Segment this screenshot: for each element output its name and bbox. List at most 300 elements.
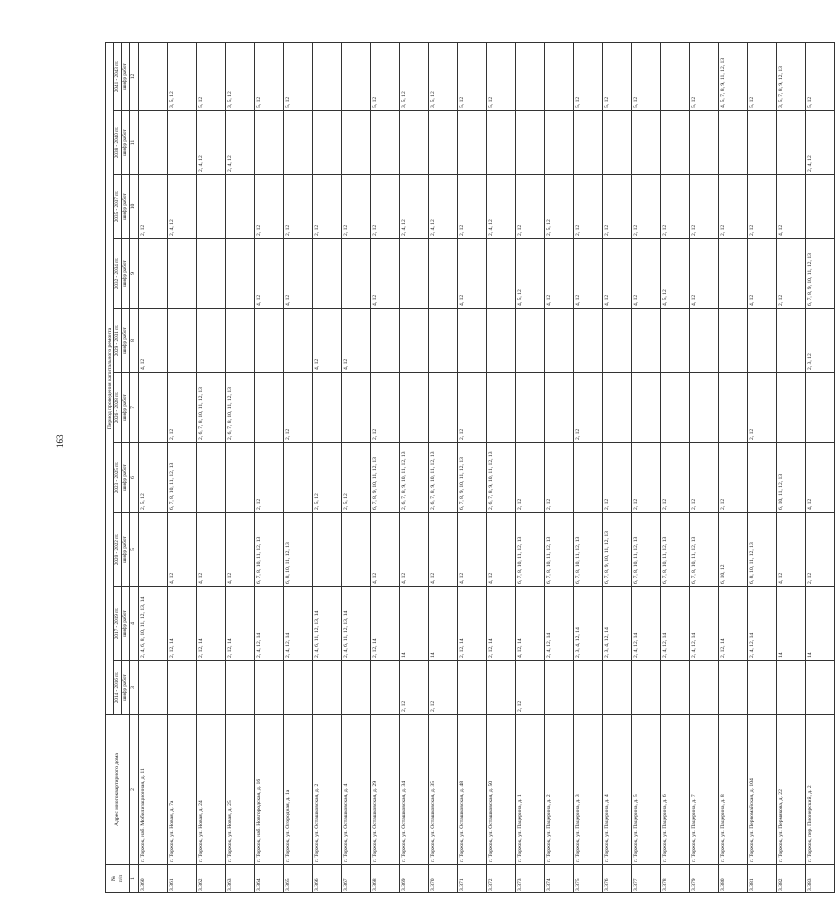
column-number: 2 <box>130 715 139 865</box>
work-codes-cell <box>400 309 429 373</box>
header-period-years: 2041 - 2043 гг. <box>114 43 122 111</box>
row-number: 3.374 <box>545 865 574 893</box>
work-codes-cell: 2, 12 <box>342 175 371 239</box>
header-period-years: 2026 - 2028 гг. <box>114 373 122 443</box>
work-codes-cell <box>313 239 342 309</box>
row-address: г. Торжок, ул. Новая, д. 24 <box>197 715 226 865</box>
work-codes-cell <box>487 373 516 443</box>
header-period-sub: шифр работ <box>122 111 130 175</box>
work-codes-cell: 2, 12 <box>458 373 487 443</box>
work-codes-cell <box>226 661 255 715</box>
column-number: 4 <box>130 587 139 661</box>
table-row <box>342 43 371 893</box>
work-codes-cell: 4, 12 <box>429 513 458 587</box>
work-codes-cell <box>661 43 690 111</box>
work-codes-cell <box>429 309 458 373</box>
work-codes-cell <box>197 239 226 309</box>
work-codes-cell: 2, 12, 14 <box>168 587 197 661</box>
work-codes-cell: 2, 12, 14 <box>197 587 226 661</box>
work-codes-cell <box>168 239 197 309</box>
row-number: 3.372 <box>487 865 516 893</box>
table-row <box>429 43 458 893</box>
work-codes-cell <box>719 239 748 309</box>
work-codes-cell: 6, 7, 8, 10, 11, 12, 13 <box>545 513 574 587</box>
row-number: 3.378 <box>661 865 690 893</box>
work-codes-cell <box>342 239 371 309</box>
work-codes-cell: 6, 10, 12 <box>719 513 748 587</box>
row-number: 3.368 <box>371 865 400 893</box>
work-codes-cell <box>574 443 603 513</box>
row-address: г. Торжок, ул. Осташковская, д. 50 <box>487 715 516 865</box>
column-number: 12 <box>130 43 139 111</box>
work-codes-cell: 3, 5, 12 <box>168 43 197 111</box>
work-codes-cell: 2, 4, 12, 14 <box>284 587 313 661</box>
work-codes-cell <box>168 661 197 715</box>
work-codes-cell <box>806 373 835 443</box>
row-address: г. Торжок, пер. Пионерский, д. 2 <box>806 715 835 865</box>
work-codes-cell: 2, 3, 12 <box>806 309 835 373</box>
work-codes-cell <box>574 309 603 373</box>
work-codes-cell <box>632 373 661 443</box>
row-number: 3.375 <box>574 865 603 893</box>
work-codes-cell <box>313 373 342 443</box>
work-codes-cell: 5, 12 <box>806 43 835 111</box>
work-codes-cell: 2, 5, 12 <box>342 443 371 513</box>
work-codes-cell: 2, 4, 12, 14 <box>748 587 777 661</box>
work-codes-cell: 2, 5, 12 <box>313 443 342 513</box>
header-period-years: 2020 - 2022 гг. <box>114 513 122 587</box>
work-codes-cell: 4, 12 <box>806 443 835 513</box>
table-row <box>690 43 719 893</box>
work-codes-cell <box>719 111 748 175</box>
work-codes-cell: 5, 12 <box>284 43 313 111</box>
row-address: г. Торжок, наб. Мобилизационная, д. 11 <box>139 715 168 865</box>
row-address: г. Торжок, ул. Осташковская, д. 4 <box>342 715 371 865</box>
work-codes-cell: 2, 4, 12 <box>168 175 197 239</box>
work-codes-cell: 2, 4, 12, 14 <box>632 587 661 661</box>
work-codes-cell: 4, 12 <box>400 513 429 587</box>
work-codes-cell: 2, 6, 7, 8, 10, 11, 12, 13 <box>226 373 255 443</box>
work-codes-cell: 4, 12 <box>313 309 342 373</box>
capital-repair-schedule-table <box>105 42 835 893</box>
row-number: 3.376 <box>603 865 632 893</box>
table-row <box>661 43 690 893</box>
column-number: 8 <box>130 309 139 373</box>
work-codes-cell <box>806 175 835 239</box>
capital-repair-table-page <box>105 43 813 893</box>
header-period-years: 2035 - 2037 гг. <box>114 175 122 239</box>
work-codes-cell <box>313 111 342 175</box>
work-codes-cell <box>371 661 400 715</box>
work-codes-cell <box>284 111 313 175</box>
work-codes-cell <box>574 661 603 715</box>
row-address: г. Торжок, ул. Осташковская, д. 35 <box>429 715 458 865</box>
row-number: 3.379 <box>690 865 719 893</box>
row-number: 3.381 <box>748 865 777 893</box>
work-codes-cell <box>661 309 690 373</box>
work-codes-cell <box>777 661 806 715</box>
work-codes-cell: 5, 12 <box>487 43 516 111</box>
work-codes-cell <box>429 239 458 309</box>
work-codes-cell <box>487 661 516 715</box>
work-codes-cell: 2, 6, 7, 8, 9, 10, 11, 12, 13 <box>400 443 429 513</box>
work-codes-cell <box>255 373 284 443</box>
work-codes-cell <box>719 309 748 373</box>
work-codes-cell <box>516 111 545 175</box>
table-row <box>168 43 197 893</box>
work-codes-cell <box>400 239 429 309</box>
work-codes-cell: 4, 12 <box>371 513 400 587</box>
table-row <box>545 43 574 893</box>
work-codes-cell: 14 <box>806 587 835 661</box>
work-codes-cell: 2, 12 <box>255 443 284 513</box>
column-number: 10 <box>130 175 139 239</box>
work-codes-cell <box>748 309 777 373</box>
work-codes-cell: 2, 12 <box>632 175 661 239</box>
work-codes-cell: 2, 12 <box>806 513 835 587</box>
work-codes-cell <box>139 111 168 175</box>
work-codes-cell <box>748 443 777 513</box>
work-codes-cell: 4, 5, 12 <box>661 239 690 309</box>
work-codes-cell: 6, 7, 8, 9, 10, 11, 12, 13 <box>603 513 632 587</box>
work-codes-cell: 6, 7, 8, 10, 11, 12, 13 <box>516 513 545 587</box>
table-row <box>458 43 487 893</box>
work-codes-cell: 2, 4, 6, 8, 10, 11, 12, 13, 14 <box>139 587 168 661</box>
work-codes-cell: 2, 4, 6, 11, 12, 13, 14 <box>342 587 371 661</box>
work-codes-cell <box>371 111 400 175</box>
row-address: г. Торжок, ул. Первомайская, д. 104 <box>748 715 777 865</box>
row-address: г. Торжок, ул. Новая, д. 7а <box>168 715 197 865</box>
work-codes-cell: 2, 12 <box>313 175 342 239</box>
work-codes-cell <box>777 111 806 175</box>
work-codes-cell: 2, 12 <box>690 175 719 239</box>
work-codes-cell: 4, 12 <box>342 309 371 373</box>
table-row <box>313 43 342 893</box>
work-codes-cell: 2, 4, 12 <box>487 175 516 239</box>
work-codes-cell: 5, 12 <box>632 43 661 111</box>
work-codes-cell <box>313 43 342 111</box>
work-codes-cell: 2, 12 <box>748 373 777 443</box>
row-number: 3.383 <box>806 865 835 893</box>
work-codes-cell <box>168 309 197 373</box>
work-codes-cell: 2, 12 <box>284 373 313 443</box>
work-codes-cell <box>603 373 632 443</box>
work-codes-cell <box>400 111 429 175</box>
work-codes-cell <box>255 661 284 715</box>
work-codes-cell <box>139 239 168 309</box>
work-codes-cell: 4, 12, 14 <box>516 587 545 661</box>
row-address: г. Торжок, ул. Пермякова, д. 22 <box>777 715 806 865</box>
row-number: 3.369 <box>400 865 429 893</box>
work-codes-cell <box>168 111 197 175</box>
work-codes-cell <box>806 661 835 715</box>
header-period-years: 2029 - 2031 гг. <box>114 309 122 373</box>
work-codes-cell <box>284 661 313 715</box>
work-codes-cell: 4, 12 <box>603 239 632 309</box>
row-number: 3.371 <box>458 865 487 893</box>
row-number: 3.362 <box>197 865 226 893</box>
row-address: г. Торжок, ул. Пацерина, д. 1 <box>516 715 545 865</box>
work-codes-cell: 4, 12 <box>371 239 400 309</box>
work-codes-cell: 2, 4, 12 <box>197 111 226 175</box>
work-codes-cell: 2, 12 <box>777 239 806 309</box>
row-number: 3.363 <box>226 865 255 893</box>
work-codes-cell: 2, 12 <box>516 443 545 513</box>
table-row <box>574 43 603 893</box>
work-codes-cell <box>516 309 545 373</box>
work-codes-cell <box>719 661 748 715</box>
table-row <box>632 43 661 893</box>
work-codes-cell <box>574 111 603 175</box>
row-number: 3.380 <box>719 865 748 893</box>
work-codes-cell: 4, 5, 7, 8, 9, 11, 12, 13 <box>719 43 748 111</box>
work-codes-cell: 2, 12, 14 <box>371 587 400 661</box>
work-codes-cell: 4, 12 <box>197 513 226 587</box>
work-codes-cell <box>603 309 632 373</box>
work-codes-cell: 2, 12 <box>400 661 429 715</box>
row-number: 3.370 <box>429 865 458 893</box>
work-codes-cell: 2, 12 <box>603 175 632 239</box>
work-codes-cell <box>284 443 313 513</box>
work-codes-cell <box>661 661 690 715</box>
work-codes-cell <box>487 111 516 175</box>
work-codes-cell <box>342 373 371 443</box>
work-codes-cell: 2, 6, 7, 8, 9, 10, 11, 12, 13 <box>429 443 458 513</box>
work-codes-cell: 5, 12 <box>603 43 632 111</box>
table-row <box>748 43 777 893</box>
header-period-sub: шифр работ <box>122 443 130 513</box>
work-codes-cell: 2, 3, 4, 12, 14 <box>574 587 603 661</box>
work-codes-cell: 2, 12, 14 <box>226 587 255 661</box>
work-codes-cell: 2, 12, 14 <box>458 587 487 661</box>
work-codes-cell: 2, 4, 12, 14 <box>255 587 284 661</box>
work-codes-cell <box>632 309 661 373</box>
work-codes-cell: 2, 12 <box>574 175 603 239</box>
row-number: 3.361 <box>168 865 197 893</box>
work-codes-cell: 2, 12 <box>545 443 574 513</box>
work-codes-cell: 4, 12 <box>458 239 487 309</box>
work-codes-cell: 2, 12 <box>284 175 313 239</box>
row-address: г. Торжок, ул. Осташковская, д. 29 <box>371 715 400 865</box>
work-codes-cell: 2, 4, 12 <box>400 175 429 239</box>
work-codes-cell <box>661 111 690 175</box>
work-codes-cell: 2, 6, 7, 8, 9, 10, 11, 12, 13 <box>487 443 516 513</box>
header-period-sub: шифр работ <box>122 513 130 587</box>
header-period-sub: шифр работ <box>122 175 130 239</box>
work-codes-cell <box>719 373 748 443</box>
work-codes-cell <box>690 661 719 715</box>
header-period-group: Период проведения капитального ремонта <box>106 43 114 715</box>
work-codes-cell <box>226 443 255 513</box>
work-codes-cell: 14 <box>429 587 458 661</box>
header-address: Адрес многоквартирного дома <box>106 715 130 865</box>
table-row <box>487 43 516 893</box>
work-codes-cell: 2, 12 <box>748 175 777 239</box>
work-codes-cell: 2, 4, 12, 14 <box>690 587 719 661</box>
work-codes-cell: 5, 12 <box>255 43 284 111</box>
table-row <box>603 43 632 893</box>
row-address: г. Торжок, ул. Осташковская, д. 48 <box>458 715 487 865</box>
work-codes-cell <box>197 443 226 513</box>
work-codes-cell: 2, 4, 6, 11, 12, 13, 14 <box>313 587 342 661</box>
work-codes-cell <box>139 373 168 443</box>
work-codes-cell <box>487 239 516 309</box>
table-row <box>516 43 545 893</box>
work-codes-cell: 6, 7, 8, 9, 10, 11, 12, 13 <box>806 239 835 309</box>
row-number: 3.382 <box>777 865 806 893</box>
work-codes-cell: 5, 12 <box>197 43 226 111</box>
work-codes-cell <box>632 661 661 715</box>
work-codes-cell: 2, 5, 12 <box>545 175 574 239</box>
row-address: г. Торжок, ул. Огородная, д. 1а <box>284 715 313 865</box>
work-codes-cell: 4, 12 <box>458 513 487 587</box>
column-number: 6 <box>130 443 139 513</box>
work-codes-cell <box>342 43 371 111</box>
table-row <box>400 43 429 893</box>
row-number: 3.373 <box>516 865 545 893</box>
work-codes-cell: 6, 7, 8, 9, 10, 11, 12, 13 <box>371 443 400 513</box>
work-codes-cell <box>690 111 719 175</box>
work-codes-cell: 2, 12, 14 <box>719 587 748 661</box>
work-codes-cell <box>545 661 574 715</box>
work-codes-cell <box>516 373 545 443</box>
work-codes-cell: 2, 12 <box>603 443 632 513</box>
work-codes-cell: 2, 12 <box>632 443 661 513</box>
work-codes-cell <box>197 175 226 239</box>
work-codes-cell <box>545 309 574 373</box>
row-number: 3.364 <box>255 865 284 893</box>
work-codes-cell: 2, 12 <box>719 443 748 513</box>
work-codes-cell: 2, 4, 12 <box>806 111 835 175</box>
row-address: г. Торжок, ул. Пацерина, д. 6 <box>661 715 690 865</box>
work-codes-cell: 3, 5, 12 <box>400 43 429 111</box>
work-codes-cell <box>226 309 255 373</box>
work-codes-cell: 6, 7, 8, 10, 11, 12, 13 <box>632 513 661 587</box>
row-number: 3.366 <box>313 865 342 893</box>
work-codes-cell: 2, 12, 14 <box>487 587 516 661</box>
work-codes-cell: 2, 12 <box>168 373 197 443</box>
work-codes-cell: 14 <box>777 587 806 661</box>
work-codes-cell <box>458 309 487 373</box>
row-address: г. Торжок, ул. Пацерина, д. 5 <box>632 715 661 865</box>
work-codes-cell <box>139 513 168 587</box>
header-period-years: 2032 - 2034 гг. <box>114 239 122 309</box>
table-row <box>777 43 806 893</box>
row-address: г. Торжок, наб. Новгородская, д. 16 <box>255 715 284 865</box>
header-period-sub: шифр работ <box>122 43 130 111</box>
work-codes-cell: 4, 12 <box>487 513 516 587</box>
column-number: 11 <box>130 111 139 175</box>
work-codes-cell: 6, 7, 8, 10, 11, 12, 13 <box>690 513 719 587</box>
work-codes-cell <box>603 661 632 715</box>
column-number: 7 <box>130 373 139 443</box>
work-codes-cell: 3, 5, 7, 8, 9, 12, 13 <box>777 43 806 111</box>
work-codes-cell: 2, 12 <box>371 373 400 443</box>
work-codes-cell: 4, 12 <box>139 309 168 373</box>
work-codes-cell <box>139 43 168 111</box>
work-codes-cell: 6, 8, 10, 11, 12, 13 <box>748 513 777 587</box>
work-codes-cell: 2, 12 <box>429 661 458 715</box>
work-codes-cell: 5, 12 <box>690 43 719 111</box>
work-codes-cell: 2, 12 <box>661 443 690 513</box>
column-number: 3 <box>130 661 139 715</box>
work-codes-cell <box>545 373 574 443</box>
table-row <box>226 43 255 893</box>
row-address: г. Торжок, ул. Пацерина, д. 4 <box>603 715 632 865</box>
row-address: г. Торжок, ул. Пацерина, д. 2 <box>545 715 574 865</box>
work-codes-cell <box>226 239 255 309</box>
work-codes-cell <box>342 661 371 715</box>
work-codes-cell: 2, 4, 12, 14 <box>661 587 690 661</box>
table-row <box>719 43 748 893</box>
work-codes-cell: 4, 12 <box>226 513 255 587</box>
work-codes-cell <box>429 373 458 443</box>
work-codes-cell <box>284 309 313 373</box>
work-codes-cell <box>516 43 545 111</box>
work-codes-cell <box>255 309 284 373</box>
work-codes-cell: 4, 12 <box>632 239 661 309</box>
work-codes-cell: 2, 3, 4, 12, 14 <box>603 587 632 661</box>
row-address: г. Торжок, ул. Осташковская, д. 34 <box>400 715 429 865</box>
work-codes-cell: 2, 4, 12, 14 <box>545 587 574 661</box>
header-period-sub: шифр работ <box>122 373 130 443</box>
work-codes-cell: 4, 12 <box>168 513 197 587</box>
work-codes-cell <box>545 43 574 111</box>
work-codes-cell: 2, 12 <box>139 175 168 239</box>
work-codes-cell: 2, 12 <box>574 373 603 443</box>
work-codes-cell <box>458 661 487 715</box>
row-address: г. Торжок, ул. Новая, д. 25 <box>226 715 255 865</box>
work-codes-cell <box>429 111 458 175</box>
table-row <box>284 43 313 893</box>
table-row <box>139 43 168 893</box>
row-number: 3.367 <box>342 865 371 893</box>
header-period-sub: шифр работ <box>122 587 130 661</box>
row-address: г. Торжок, ул. Пацерина, д. 7 <box>690 715 719 865</box>
work-codes-cell <box>255 111 284 175</box>
work-codes-cell: 6, 7, 8, 10, 11, 12, 13 <box>661 513 690 587</box>
work-codes-cell: 6, 8, 10, 11, 12, 13 <box>284 513 313 587</box>
work-codes-cell: 4, 12 <box>777 175 806 239</box>
work-codes-cell <box>313 661 342 715</box>
work-codes-cell: 2, 4, 12 <box>429 175 458 239</box>
work-codes-cell: 5, 12 <box>748 43 777 111</box>
work-codes-cell <box>139 661 168 715</box>
work-codes-cell <box>690 309 719 373</box>
work-codes-cell: 4, 5, 12 <box>516 239 545 309</box>
work-codes-cell: 2, 12 <box>661 175 690 239</box>
work-codes-cell: 6, 10, 11, 12, 13 <box>777 443 806 513</box>
work-codes-cell: 2, 12 <box>516 175 545 239</box>
work-codes-cell: 2, 5, 12 <box>139 443 168 513</box>
work-codes-cell: 6, 7, 8, 10, 11, 12, 13 <box>168 443 197 513</box>
work-codes-cell: 2, 12 <box>516 661 545 715</box>
header-period-years: 2023 - 2025 гг. <box>114 443 122 513</box>
work-codes-cell: 4, 12 <box>690 239 719 309</box>
work-codes-cell <box>313 513 342 587</box>
column-number: 5 <box>130 513 139 587</box>
work-codes-cell: 4, 12 <box>255 239 284 309</box>
work-codes-cell: 5, 12 <box>458 43 487 111</box>
row-number: 3.377 <box>632 865 661 893</box>
work-codes-cell: 5, 12 <box>371 43 400 111</box>
work-codes-cell <box>342 111 371 175</box>
row-address: г. Торжок, ул. Пацерина, д. 8 <box>719 715 748 865</box>
work-codes-cell: 2, 4, 12 <box>226 111 255 175</box>
work-codes-cell: 2, 12 <box>371 175 400 239</box>
work-codes-cell <box>197 661 226 715</box>
header-period-years: 2017 - 2019 гг. <box>114 587 122 661</box>
